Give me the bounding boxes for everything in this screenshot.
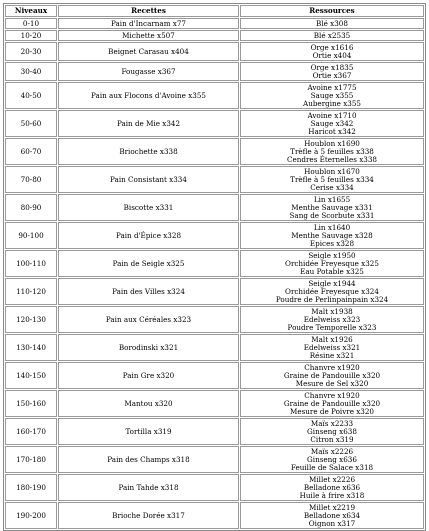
resources-cell xyxy=(240,138,424,165)
recipe-cell: Borodinski x321 xyxy=(58,334,239,361)
table-row xyxy=(5,30,424,41)
resource-item: Seigle x1950 xyxy=(308,250,356,260)
recipe-cell: Pain d'Incarnam x77 xyxy=(58,18,239,29)
level-cell: 70-80 xyxy=(5,166,57,193)
resource-item: Maïs x2226 xyxy=(310,446,354,456)
resources-cell xyxy=(240,334,424,361)
resource-item: Epices x328 xyxy=(309,238,355,248)
table-row xyxy=(5,82,424,109)
level-cell: 150-160 xyxy=(5,390,57,417)
level-cell: 80-90 xyxy=(5,194,57,221)
resource-item: Menthe Sauvage x328 xyxy=(291,230,373,240)
resources-cell xyxy=(240,250,424,277)
level-cell: 40-50 xyxy=(5,82,57,109)
resources-cell xyxy=(240,362,424,389)
resource-item: Belladone x636 xyxy=(303,482,361,492)
resources-cell xyxy=(240,42,424,61)
resource-item: Aubergine x355 xyxy=(303,98,361,108)
resource-item: Maïs x2233 xyxy=(310,418,354,428)
resources-cell xyxy=(240,166,424,193)
resource-item: Menthe Sauvage x331 xyxy=(291,202,373,212)
resource-item: Blé x2535 xyxy=(313,30,351,40)
resources-cell xyxy=(240,18,424,29)
table-header-row xyxy=(5,5,424,17)
level-cell: 60-70 xyxy=(5,138,57,165)
recipe-cell: Pain aux Flocons d'Avoine x355 xyxy=(58,82,239,109)
resource-item: Orchidée Freyesque x324 xyxy=(285,286,379,296)
table-row xyxy=(5,390,424,417)
level-cell: 110-120 xyxy=(5,278,57,305)
resource-item: Millet x2219 xyxy=(308,502,356,512)
level-cell: 20-30 xyxy=(5,42,57,61)
table-row xyxy=(5,446,424,473)
resource-item: Mesure de Poivre x320 xyxy=(289,406,375,416)
resource-item: Poudre de Perlinpainpain x324 xyxy=(275,294,389,304)
resource-item: Houblon x1670 xyxy=(304,166,360,176)
recipes-table-container xyxy=(3,3,426,531)
resources-cell xyxy=(240,474,424,501)
table-row xyxy=(5,138,424,165)
recipe-cell: Tortilla x319 xyxy=(58,418,239,445)
recipe-cell: Beignet Carasau x404 xyxy=(58,42,239,61)
resources-cell xyxy=(240,502,424,529)
resources-cell xyxy=(240,62,424,81)
resource-item: Malt x1926 xyxy=(311,334,353,344)
resource-item: Poudre Temporelle x323 xyxy=(287,322,377,332)
recipe-cell: Pain d'Épice x328 xyxy=(58,222,239,249)
resource-item: Graine de Pandouille x320 xyxy=(283,398,381,408)
table-row xyxy=(5,18,424,29)
table-row xyxy=(5,362,424,389)
resource-item: Sauge x355 xyxy=(310,90,354,100)
level-cell: 30-40 xyxy=(5,62,57,81)
resource-item: Orchidée Freyesque x325 xyxy=(285,258,379,268)
resource-item: Blé x308 xyxy=(316,18,348,28)
recipes-table xyxy=(3,3,426,531)
recipe-cell: Pain Tahde x318 xyxy=(58,474,239,501)
resources-cell xyxy=(240,446,424,473)
recipe-cell: Fougasse x367 xyxy=(58,62,239,81)
resources-cell xyxy=(240,222,424,249)
table-row xyxy=(5,166,424,193)
level-cell: 0-10 xyxy=(5,18,57,29)
resource-item: Houblon x1690 xyxy=(304,138,360,148)
resource-item: Cerise x334 xyxy=(310,182,354,192)
level-cell: 130-140 xyxy=(5,334,57,361)
level-cell: 160-170 xyxy=(5,418,57,445)
table-row xyxy=(5,418,424,445)
level-cell: 140-150 xyxy=(5,362,57,389)
table-row xyxy=(5,334,424,361)
table-row xyxy=(5,306,424,333)
resource-item: Graine de Pandouille x320 xyxy=(283,370,381,380)
resource-item: Malt x1938 xyxy=(311,306,353,316)
resources-cell xyxy=(240,194,424,221)
resource-item: Seigle x1944 xyxy=(308,278,356,288)
resource-item: Huile à frire x318 xyxy=(299,490,365,500)
header-recipes: Recettes xyxy=(58,5,239,17)
recipe-cell: Briochette x338 xyxy=(58,138,239,165)
recipe-cell: Pain aux Céréales x323 xyxy=(58,306,239,333)
resource-item: Citron x319 xyxy=(310,434,354,444)
resource-item: Eau Potable x325 xyxy=(300,266,364,276)
table-row xyxy=(5,42,424,61)
level-cell: 170-180 xyxy=(5,446,57,473)
table-row xyxy=(5,222,424,249)
resources-cell xyxy=(240,30,424,41)
resources-cell xyxy=(240,110,424,137)
resources-cell xyxy=(240,418,424,445)
resource-item: Belladone x634 xyxy=(303,510,361,520)
resource-item: Cendres Éternelles x338 xyxy=(287,154,377,164)
recipe-cell: Pain de Mie x342 xyxy=(58,110,239,137)
resource-item: Sang de Scorbute x331 xyxy=(289,210,375,220)
header-levels: Niveaux xyxy=(5,5,57,17)
resource-item: Chanvre x1920 xyxy=(304,362,360,372)
resource-item: Chanvre x1920 xyxy=(304,390,360,400)
table-body xyxy=(5,18,424,529)
recipe-cell: Pain des Champs x318 xyxy=(58,446,239,473)
resource-item: Orge x1835 xyxy=(310,62,354,72)
table-row xyxy=(5,110,424,137)
resource-item: Feuille de Salace x318 xyxy=(290,462,374,472)
resource-item: Ginseng x636 xyxy=(307,454,357,464)
table-row xyxy=(5,474,424,501)
resources-cell xyxy=(240,306,424,333)
table-row xyxy=(5,194,424,221)
table-row xyxy=(5,62,424,81)
level-cell: 10-20 xyxy=(5,30,57,41)
resources-cell xyxy=(240,390,424,417)
level-cell: 190-200 xyxy=(5,502,57,529)
recipe-cell: Pain de Seigle x325 xyxy=(58,250,239,277)
resource-item: Résine x321 xyxy=(309,350,355,360)
recipe-cell: Mantou x320 xyxy=(58,390,239,417)
resource-item: Millet x2226 xyxy=(308,474,356,484)
recipe-cell: Michette x507 xyxy=(58,30,239,41)
resource-item: Trèfle à 5 feuilles x334 xyxy=(290,174,374,184)
recipe-cell: Pain des Villes x324 xyxy=(58,278,239,305)
resource-item: Haricot x342 xyxy=(308,126,356,136)
resource-item: Lin x1640 xyxy=(313,222,351,232)
table-row xyxy=(5,250,424,277)
resources-cell xyxy=(240,82,424,109)
recipe-cell: Pain Consistant x334 xyxy=(58,166,239,193)
resource-item: Oignon x317 xyxy=(308,518,356,528)
resource-item: Edelweiss x321 xyxy=(303,342,361,352)
level-cell: 100-110 xyxy=(5,250,57,277)
resource-item: Mesure de Sel x320 xyxy=(295,378,369,388)
recipe-cell: Pain Gre x320 xyxy=(58,362,239,389)
table-row xyxy=(5,278,424,305)
resource-item: Orge x1616 xyxy=(310,42,354,52)
level-cell: 180-190 xyxy=(5,474,57,501)
level-cell: 120-130 xyxy=(5,306,57,333)
level-cell: 90-100 xyxy=(5,222,57,249)
resource-item: Ortie x404 xyxy=(312,50,352,60)
level-cell: 50-60 xyxy=(5,110,57,137)
resources-cell xyxy=(240,278,424,305)
resource-item: Avoine x1775 xyxy=(307,82,357,92)
resource-item: Ortie x367 xyxy=(312,70,352,80)
recipe-cell: Brioche Dorée x317 xyxy=(58,502,239,529)
resource-item: Trèfle à 5 feuilles x338 xyxy=(290,146,374,156)
resource-item: Avoine x1710 xyxy=(307,110,357,120)
resource-item: Ginseng x638 xyxy=(307,426,357,436)
recipe-cell: Biscotte x331 xyxy=(58,194,239,221)
table-row xyxy=(5,502,424,529)
resource-item: Sauge x342 xyxy=(310,118,354,128)
resource-item: Edelweiss x323 xyxy=(303,314,361,324)
header-resources: Ressources xyxy=(240,5,424,17)
resource-item: Lin x1655 xyxy=(313,194,351,204)
